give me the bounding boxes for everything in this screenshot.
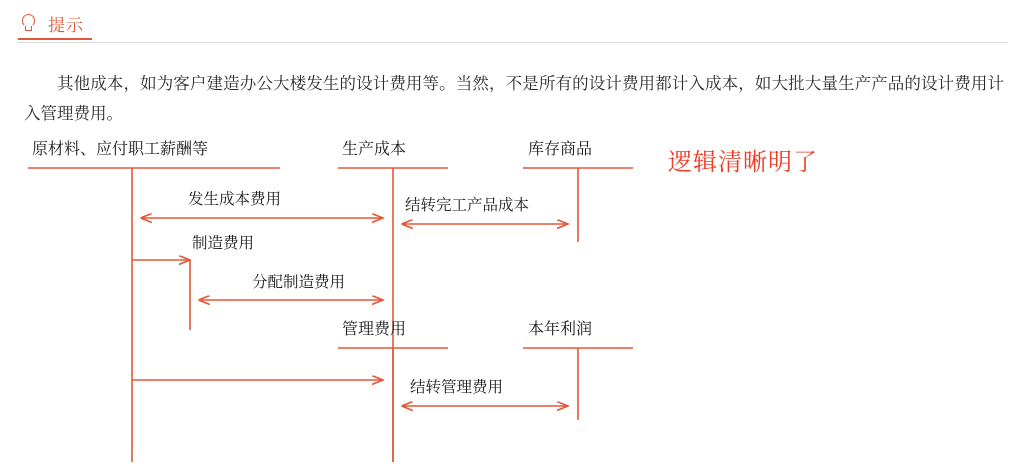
diagram-column-admin-expense: 管理费用: [342, 321, 407, 338]
diagram-column-current-year-profit: 本年利润: [528, 321, 593, 338]
diagram-flow-carry-forward-finished-goods: 结转完工产品成本: [405, 197, 530, 214]
diagram-flow-incur-cost: 发生成本费用: [188, 191, 282, 208]
diagram-column-source: 原材料、应付职工薪酬等: [32, 141, 209, 158]
diagram-flow-manufacturing-overhead: 制造费用: [192, 235, 255, 252]
diagram-flow-carry-forward-admin-expense: 结转管理费用: [410, 379, 504, 396]
diagram-lines: [20, 130, 660, 465]
tip-title: 提示: [48, 15, 84, 35]
diagram-flow-allocate-manufacturing-overhead: 分配制造费用: [252, 274, 346, 291]
diagram-column-production-cost: 生产成本: [342, 141, 407, 158]
body-paragraph: 其他成本，如为客户建造办公大楼发生的设计费用等。当然，不是所有的设计费用都计入成本，如大批大量生产产品的设计费用计入管理费用。: [24, 74, 1004, 123]
account-flow-diagram: [20, 130, 660, 465]
red-annotation: 逻辑清晰明了: [668, 149, 818, 176]
tip-title-underline: [18, 38, 92, 40]
lightbulb-icon: [18, 12, 40, 38]
diagram-column-inventory-goods: 库存商品: [528, 141, 593, 158]
tip-header: [18, 8, 1008, 43]
